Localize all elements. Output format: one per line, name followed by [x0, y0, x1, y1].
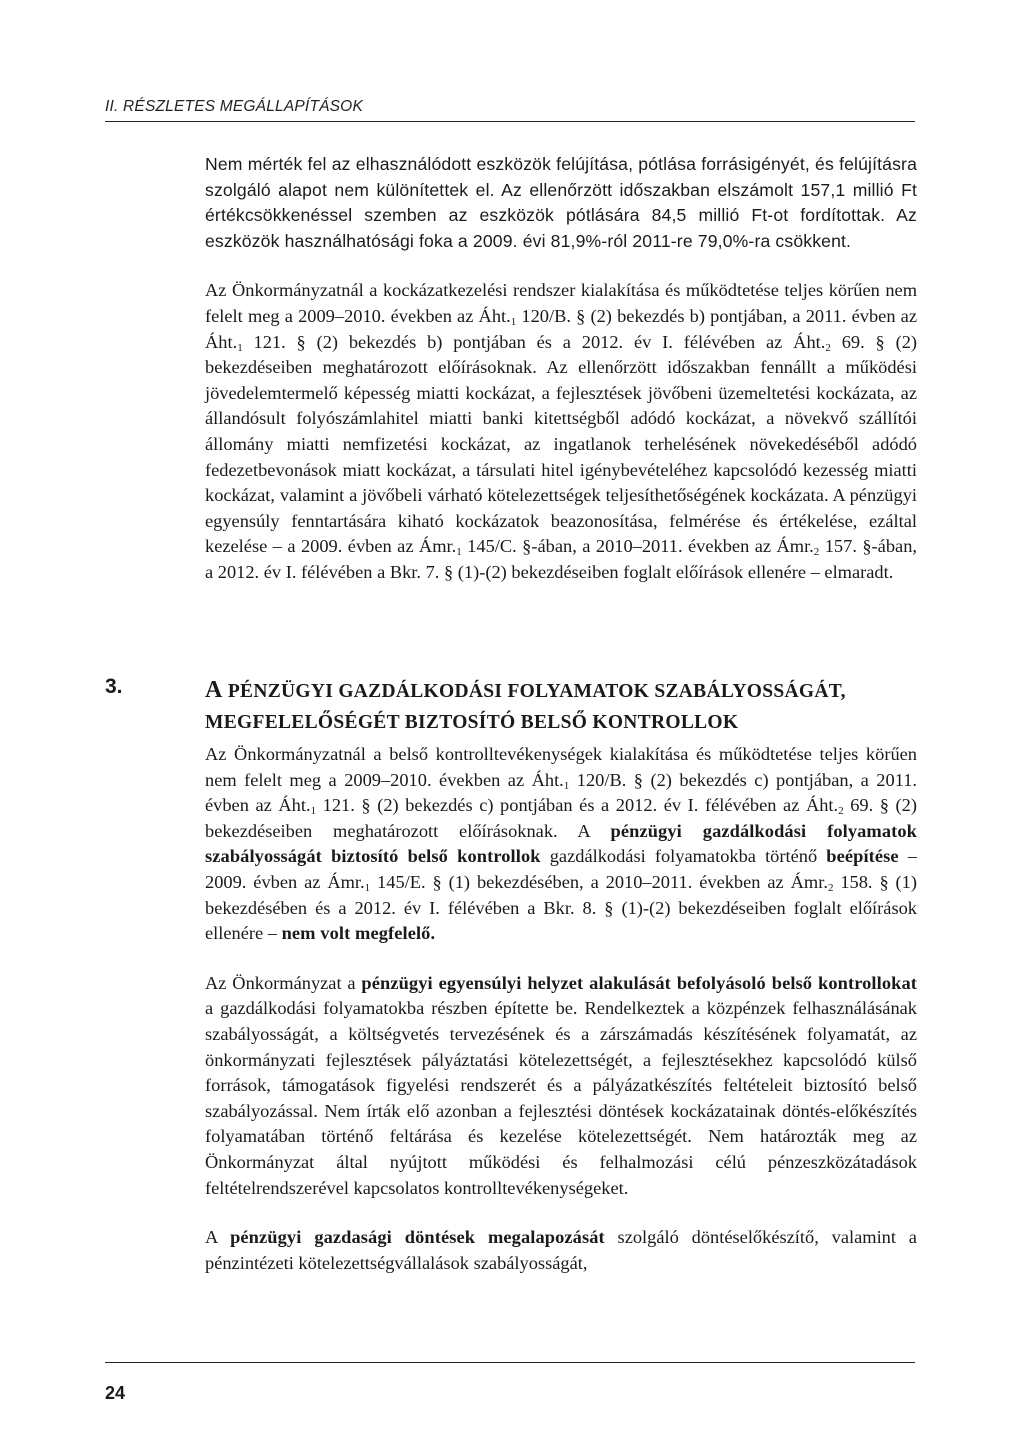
footer-rule	[105, 1362, 915, 1363]
section-title-initial: A	[205, 677, 223, 703]
subscript: 1	[310, 805, 317, 818]
header-rule	[105, 121, 915, 122]
text-run: a gazdálkodási folyamatokba részben építette be. Rendelkeztek a közpénzek felhasználásának szabályosságát, a költségvetés tervezésének és a zárszámadás készítésének folyamatát, az önkormányzati fejlesztések pályáztatási kötelezettségét, a fejlesztésekhez kapcsolódó külső források, támogatások figyelési rendszerét és a pályázatkészítés feltételeit biztosító belső szabályozással. Nem írták elő azonban a fejlesztési döntések kockázatainak döntés-előkészítés folyamatában történő feltárása és kezelése kötelezettségét. Nem határozták meg az Önkormányzat által nyújtott működési és felhalmozási célú pénzeszközátadások feltételrendszerével kapcsolatos kontrolltevékenységeket.	[205, 998, 917, 1198]
text-run: szolgáló döntéselőkészítő, valamint a pénzintézeti kötelezettségvállalások szabályosságát,	[205, 1227, 917, 1273]
running-header: II. RÉSZLETES MEGÁLLAPÍTÁSOK	[105, 98, 363, 115]
page-number: 24	[105, 1383, 126, 1403]
text-run: 69. § (2) bekezdéseiben meghatározott előírásoknak. Az ellenőrzött időszakban fennállt a működési jövedelemtermelő képesség miatti kockázat, a fejlesztések jövőbeni üzemeltetési kockázata, az állandósult folyószámlahitel miatti banki kitettségből adódó kockázat, a növekvő szállítói állomány miatti nemfizetési kockázat, az ingatlanok terhelésének növekedéséből adódó fedezetbevonások miatt kockázat, a társulati hitel igénybevételéhez kapcsolódó kezesség miatti kockázat, valamint a jövőbeli várható kötelezettségek teljesíthetőségének kockázata. A pénzügyi egyensúly fenntartására kiható kockázatok beazonosítása, felmérése és értékelése, ezáltal kezelése – a 2009. évben az Ámr.	[205, 331, 918, 557]
subscript: 1	[364, 881, 371, 894]
text-run: gazdálkodási folyamatokba történő	[540, 846, 827, 867]
subscript: 1	[563, 779, 570, 792]
text-run: 157. §-ában, a 2012. év I. félévében a Bkr. 7. § (1)-(2) bekezdéseiben foglalt előírások ellenére – elmaradt.	[205, 536, 917, 582]
text-run: 69. § (2) bekezdéseiben meghatározott előírásoknak. A	[205, 795, 917, 841]
subscript: 2	[825, 341, 831, 354]
bold-phrase: nem volt megfelelő.	[281, 923, 436, 944]
text-run: Az Önkormányzatnál a kockázatkezelési rendszer kialakítása és működtetése teljes körűen nem felelt meg a 2009–2010. években az Áht.	[205, 280, 917, 326]
subscript: 2	[813, 546, 820, 559]
text-run: A	[205, 1227, 231, 1248]
text-run: 120/B. § (2) bekezdés c) pontjában, a 2011. évben az Áht.	[205, 769, 917, 816]
subscript: 1	[510, 315, 517, 328]
text-run: 145/E. § (1) bekezdésében, a 2010–2011. években az Ámr.	[370, 871, 828, 892]
paragraph-internal-controls	[205, 742, 917, 947]
section-title-text: PÉNZÜGYI GAZDÁLKODÁSI FOLYAMATOK SZABÁLYOSSÁGÁT, MEGFELELŐSÉGÉT BIZTOSÍTÓ BELSŐ KONTROLLOK	[205, 681, 846, 733]
text-run: Az Önkormányzat a	[205, 972, 362, 993]
section-3-body	[205, 742, 917, 1276]
bold-phrase: beépítése	[826, 846, 899, 867]
paragraph-financial-balance-controls	[205, 971, 917, 1201]
section-title	[205, 675, 917, 738]
text-run: 121. § (2) bekezdés b) pontjában és a 2012. év I. félévében az Áht.	[242, 331, 826, 352]
text-run: 158. § (1) bekezdésében és a 2012. év I. félévében a Bkr. 8. § (1)-(2) bekezdéseiben foglalt előírások ellenére –	[205, 871, 917, 944]
subscript: 2	[827, 881, 834, 894]
paragraph-asset-renewal: Nem mérték fel az elhasználódott eszközök felújítása, pótlása forrásigényét, és felújításra szolgáló alapot nem különítettek el. Az ellenőrzött időszakban elszámolt 157,1 millió Ft értékcsökkenéssel szemben az eszközök pótlására 84,5 millió Ft-ot fordítottak. Az eszközök használhatósági foka a 2009. évi 81,9%-ról 2011-re 79,0%-ra csökkent.	[205, 154, 917, 251]
bold-phrase: pénzügyi gazdasági döntések megalapozását	[230, 1227, 605, 1248]
paragraph-financial-decisions	[205, 1225, 917, 1276]
text-run: 145/C. §-ában, a 2010–2011. években az Ámr.	[461, 536, 814, 557]
bold-phrase: pénzügyi gazdálkodási folyamatok szabályosságát biztosító belső kontrollok	[205, 820, 917, 867]
bold-phrase: pénzügyi egyensúlyi helyzet alakulását befolyásoló belső kontrollokat	[361, 972, 917, 993]
text-run: 121. § (2) bekezdés c) pontjában és a 2012. év I. félévében az Áht.	[316, 795, 839, 816]
subscript: 2	[838, 805, 844, 818]
text-run: Az Önkormányzatnál a belső kontrolltevékenységek kialakítása és működtetése teljes körűen nem felelt meg a 2009–2010. években az Áht.	[205, 744, 917, 790]
section-number: 3.	[105, 675, 123, 698]
text-run: – 2009. évben az Ámr.	[205, 846, 917, 892]
subscript: 1	[456, 546, 462, 559]
paragraph-risk-management	[205, 278, 917, 585]
text-run: 120/B. § (2) bekezdés b) pontjában, a 2011. évben az Áht.	[205, 305, 918, 352]
body-text	[205, 152, 917, 586]
subscript: 1	[237, 341, 243, 354]
